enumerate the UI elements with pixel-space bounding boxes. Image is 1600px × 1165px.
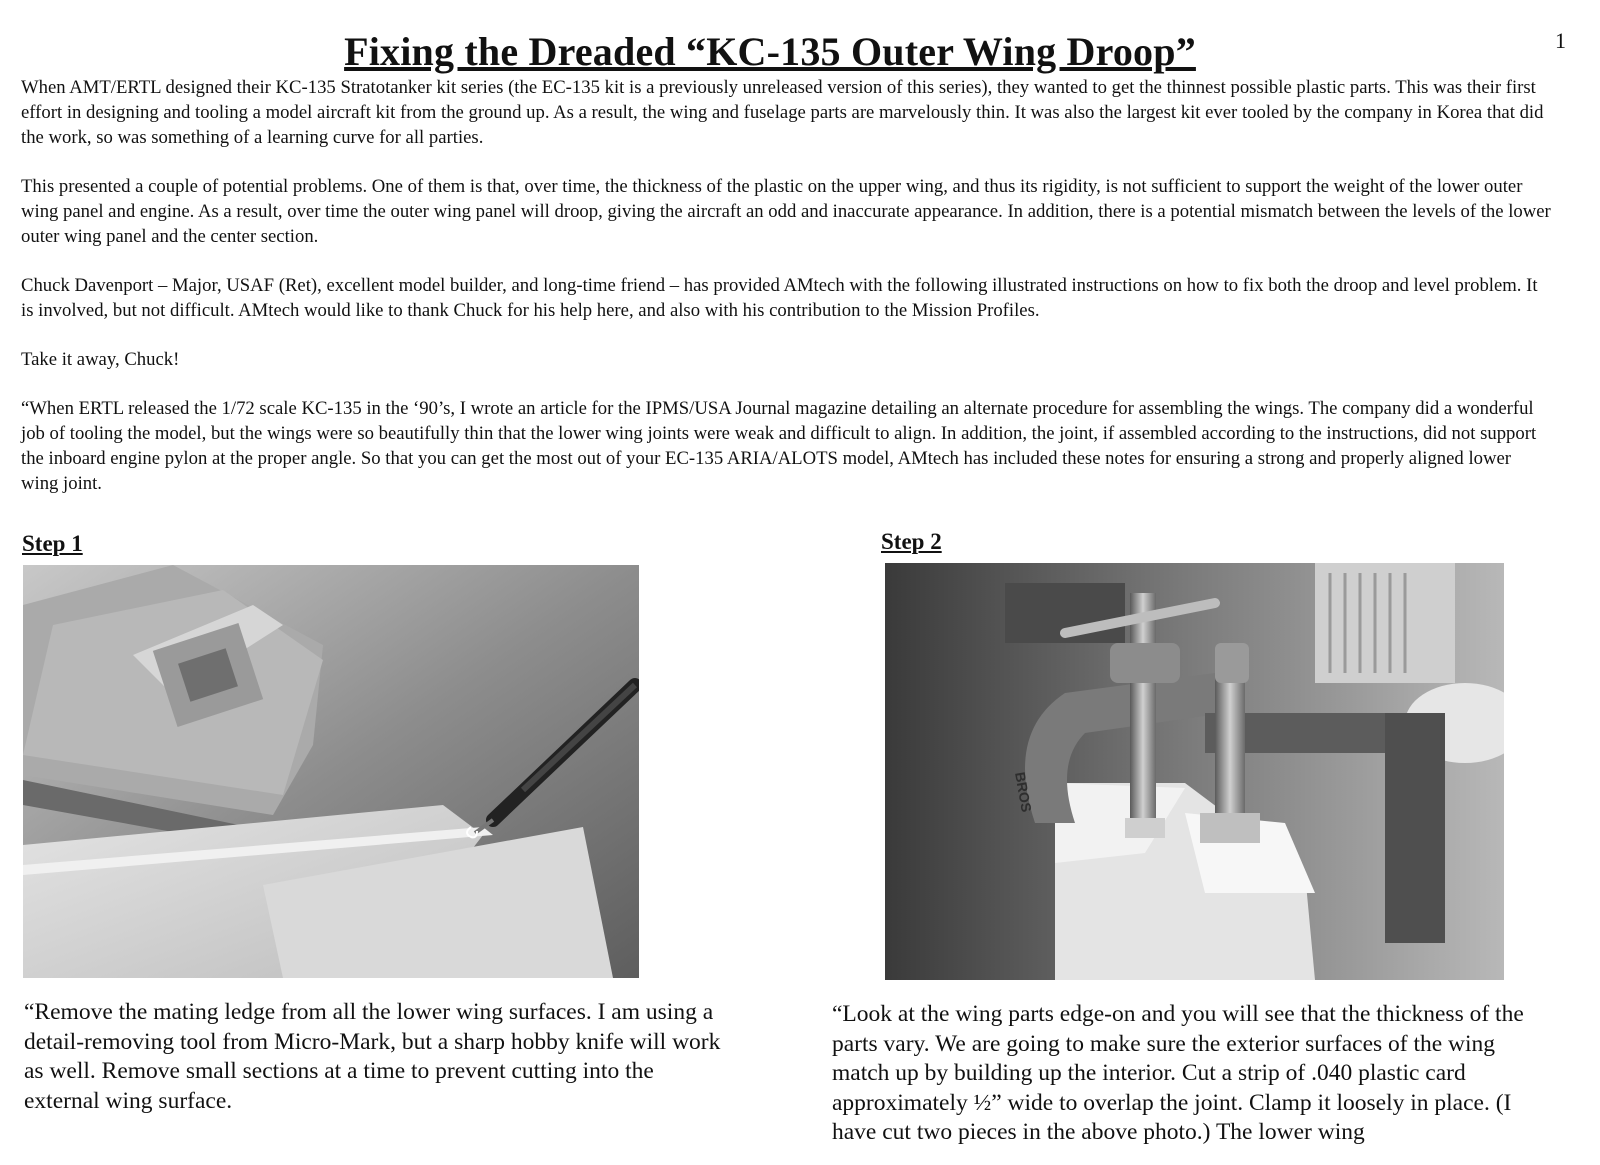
paragraph-problem: This presented a couple of potential problems. One of them is that, over time, the thickness of the plastic on the upper wing, and thus its rigidity, is not sufficient to support the weight of the lower outer wing panel and engine. As a result, over time the outer wing panel will droop, giving the aircraft an odd and inaccurate appearance. In addition, there is a potential mismatch between the levels of the lower outer wing panel and the center section. bbox=[21, 176, 1551, 247]
paragraph-background: When AMT/ERTL designed their KC-135 Stratotanker kit series (the EC-135 kit is a previously unreleased version of this series), they wanted to get the thinnest possible plastic parts. This was their first effort in designing and tooling a model aircraft kit from the ground up. As a result, the wing and fuselage parts are marvelously thin. It was also the largest kit ever tooled by the company in Korea that did the work, so was something of a learning curve for all parties. bbox=[21, 77, 1544, 148]
step-2-photo bbox=[885, 563, 1504, 980]
paragraph-handoff: Take it away, Chuck! bbox=[21, 349, 180, 370]
wing-scraping-illustration bbox=[23, 565, 639, 978]
clamp-illustration bbox=[885, 563, 1504, 980]
page-number: 1 bbox=[1555, 28, 1566, 53]
step-1-caption: “Remove the mating ledge from all the lower wing surfaces. I am using a detail-removing tool from Micro-Mark, but a sharp hobby knife will work as well. Remove small sections at a time to prevent cutting into the external wing surface. bbox=[24, 999, 721, 1114]
svg-text:BROS: BROS bbox=[1012, 770, 1035, 814]
paragraph-chuck-intro: “When ERTL released the 1/72 scale KC-135 in the ‘90’s, I wrote an article for the IPMS/USA Journal magazine detailing an alternate procedure for assembling the wings. The company did a wonderful job of tooling the model, but the wings were so beautifully thin that the lower wing joints were weak and difficult to align. In addition, the joint, if assembled according to the instructions, did not support the inboard engine pylon at the proper angle. So that you can get the most out of your EC-135 ARIA/ALOTS model, AMtech has included these notes for ensuring a strong and properly aligned lower wing joint. bbox=[21, 398, 1537, 494]
step-1-heading: Step 1 bbox=[22, 531, 83, 556]
intro-section bbox=[21, 75, 1551, 520]
document-title: Fixing the Dreaded “KC-135 Outer Wing Droop” bbox=[344, 29, 1196, 74]
step-2-caption: “Look at the wing parts edge-on and you will see that the thickness of the parts vary. We are going to make sure the exterior surfaces of the wing match up by building up the interior. Cut a strip of .040 plastic card approximately ½” wide to overlap the joint. Clamp it loosely in place. (I have cut two pieces in the above photo.) The lower wing bbox=[832, 1001, 1524, 1145]
paragraph-credits: Chuck Davenport – Major, USAF (Ret), excellent model builder, and long-time friend – has provided AMtech with the following illustrated instructions on how to fix both the droop and level problem. It is involved, but not difficult. AMtech would like to thank Chuck for his help here, and also with his contribution to the Mission Profiles. bbox=[21, 275, 1538, 321]
step-2-heading: Step 2 bbox=[881, 529, 942, 554]
step-1-photo bbox=[23, 565, 639, 978]
